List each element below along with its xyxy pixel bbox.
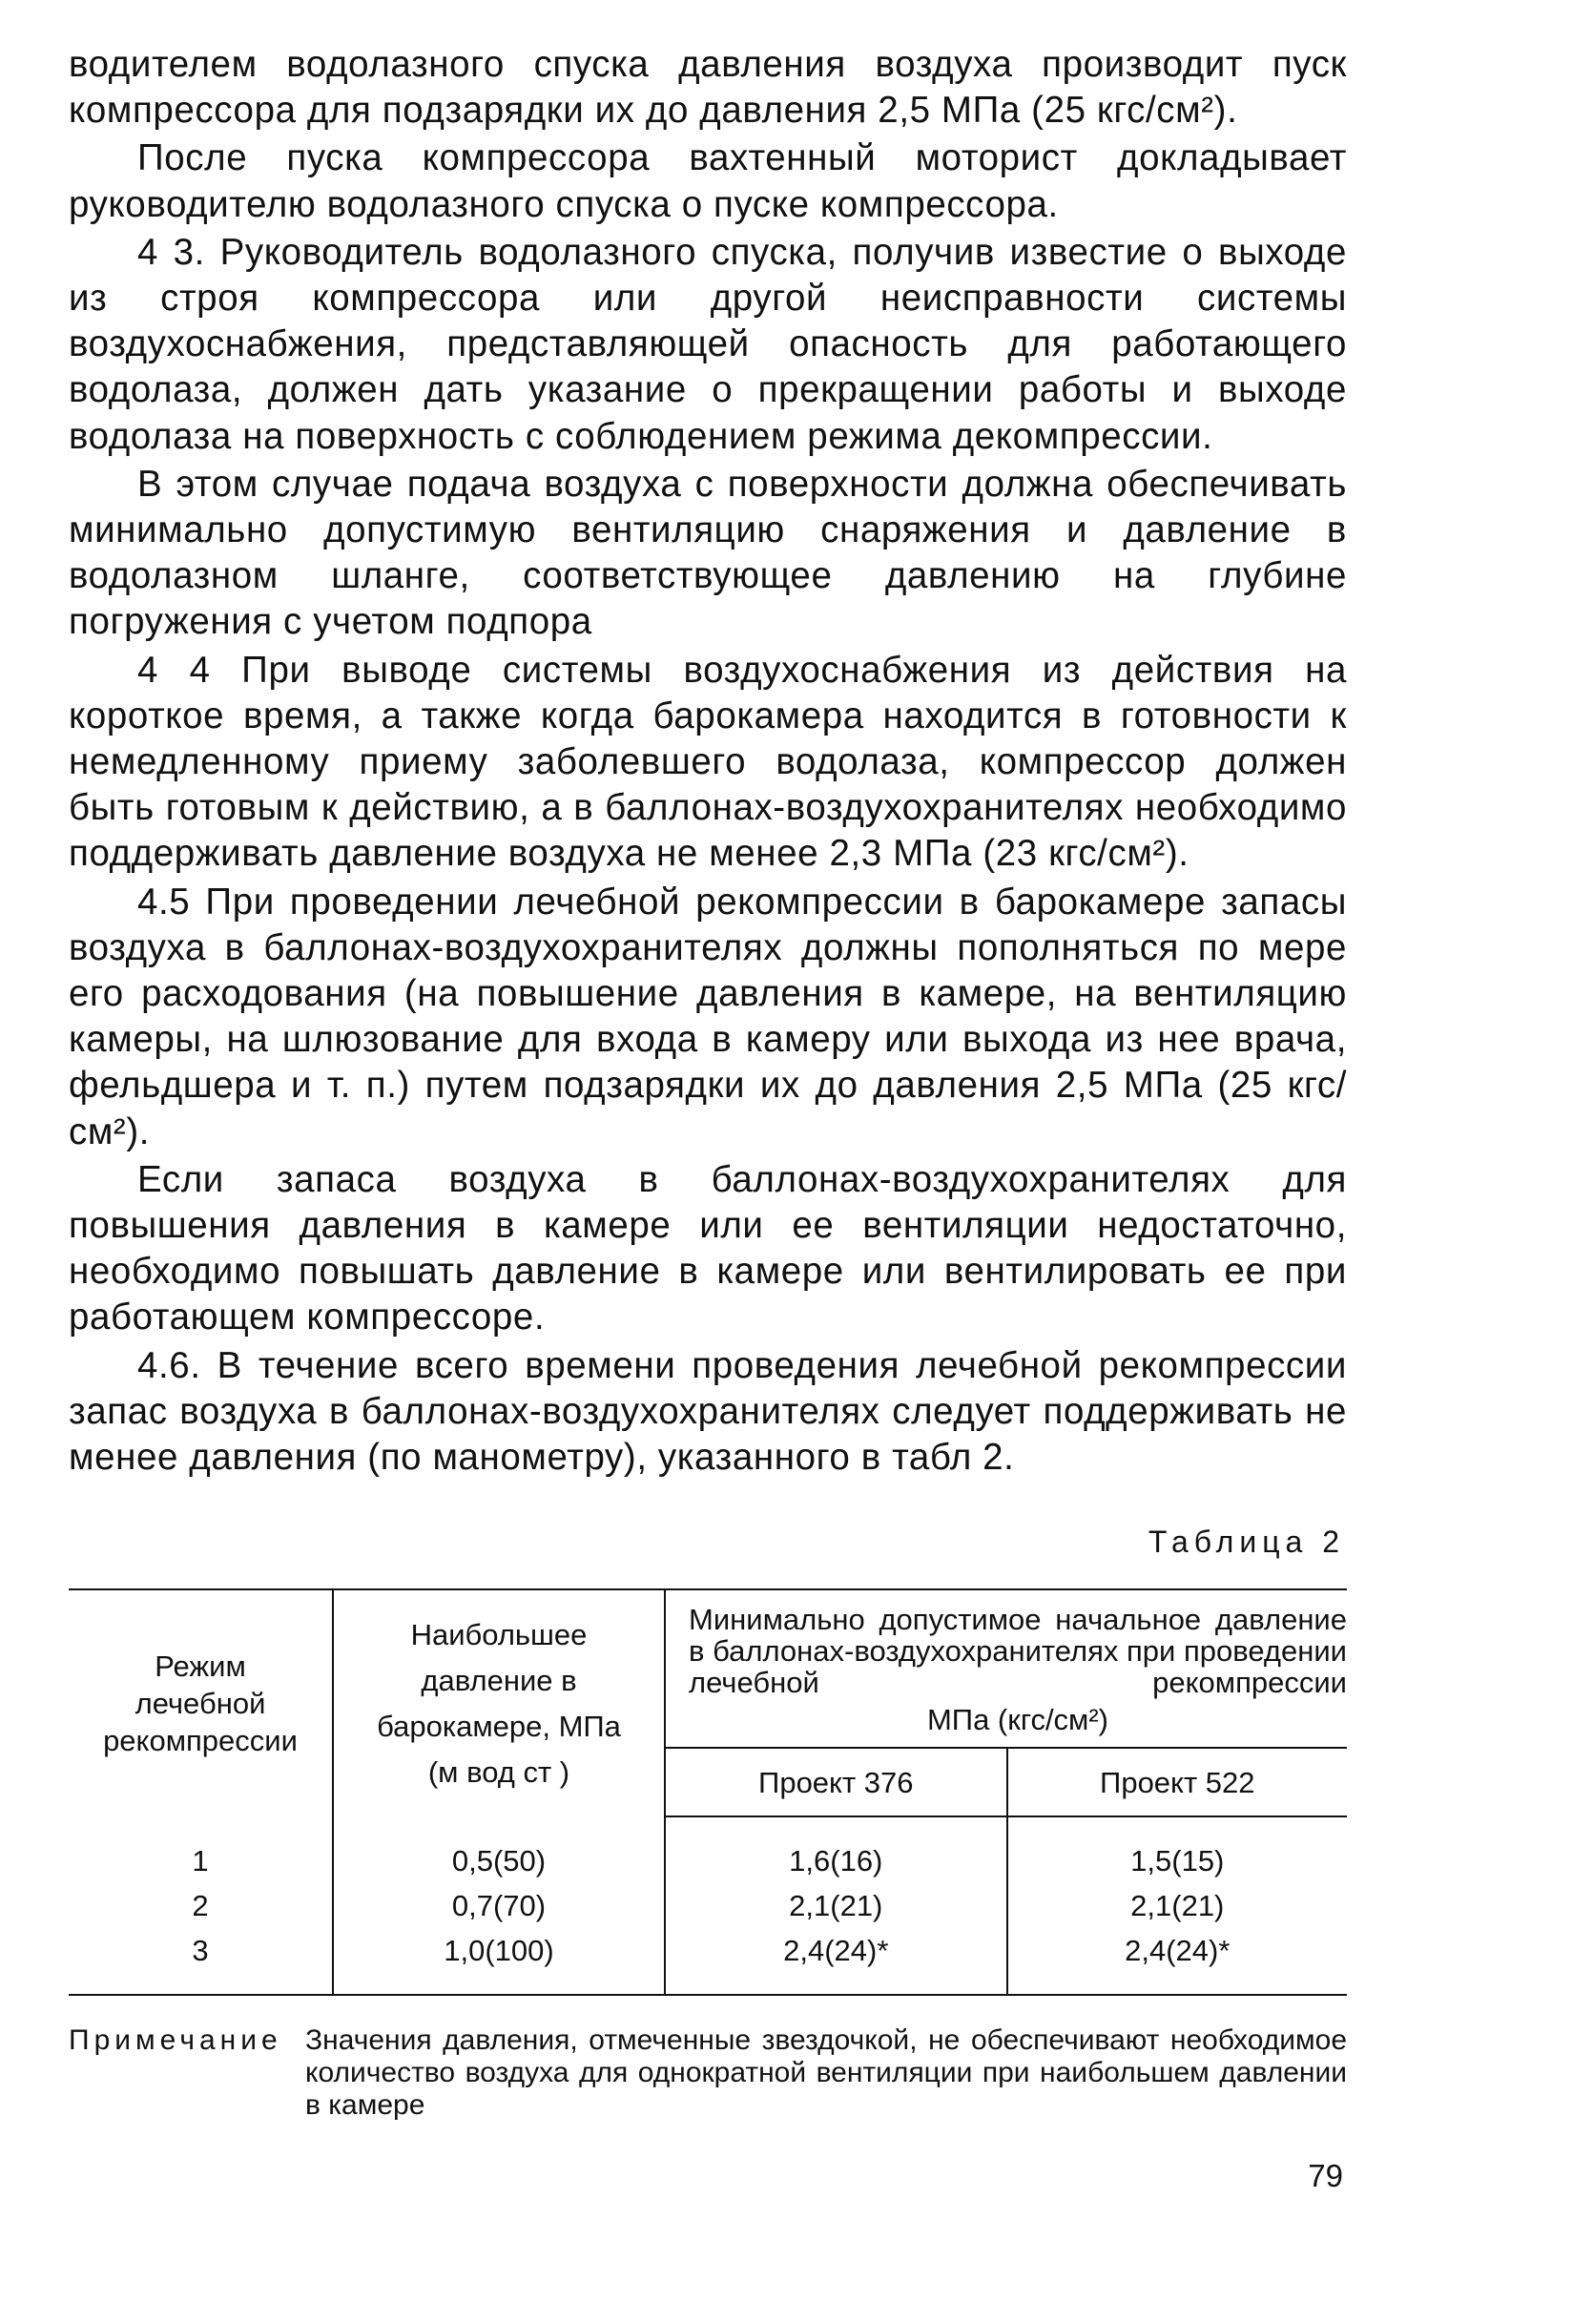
- header-group-text: Минимально допустимое начальное давление в баллонах-воздухохранителях при проведении лечебной рекомпрессии: [689, 1603, 1347, 1700]
- paragraph-1: водителем водолазного спуска давления воздуха производит пуск компрессора для подзарядки их до давления 2,5 МПа (25 кгс/см²).: [69, 44, 1347, 132]
- table-caption: Таблица 2: [1148, 1525, 1345, 1560]
- paragraph-4-4: 4 4 При выводе системы воздухоснабжения из действия на короткое время, а также когда барокамера находится в готовности к немедленному приему заболевшего водолаза, компрессор должен быть готовым к действию, а в баллонах-воздухохранителях необходимо поддерживать давление воздуха не менее 2,3 МПа (23 кгс/см²).: [69, 649, 1347, 875]
- note-label: Примечание: [69, 2024, 282, 2057]
- note-text: Значения давления, отмеченные звездочкой, не обеспечивают необходимое количество воздуха для однократной вентиляции при наибольшем давлении в камере: [305, 2024, 1347, 2122]
- header-min-pressure-group: [665, 1589, 1347, 1748]
- paragraph-4-3: 4 3. Руководитель водолазного спуска, получив известие о выходе из строя компрессора или другой неисправности системы воздухоснабжения, представляющей опасность для работающего водолаза, должен дать указание о прекращении работы и выходе водолаза на поверхность с соблюдением режима декомпрессии.: [69, 231, 1347, 457]
- header-mode-line-1: Режим: [155, 1650, 246, 1684]
- table-row: [69, 1883, 1347, 1928]
- header-group-units: МПа (кгс/см²): [926, 1703, 1109, 1737]
- cell-project-522: 2,4(24)*: [1007, 1928, 1347, 1995]
- paragraph-4-5-cont: Если запаса воздуха в баллонах-воздухохранителях для повышения давления в камере или ее вентиляции недостаточно, необходимо повышать давление в камере или вентилировать ее при работающем компрессоре.: [69, 1158, 1347, 1338]
- page-number: 79: [1308, 2158, 1343, 2193]
- cell-max-pressure: 0,5(50): [333, 1816, 665, 1883]
- header-mode-line-3: рекомпрессии: [103, 1724, 298, 1758]
- header-max-line-2: давление в: [421, 1663, 577, 1697]
- cell-mode: 3: [69, 1928, 333, 1995]
- cell-max-pressure: 1,0(100): [333, 1928, 665, 1995]
- cell-project-522: 2,1(21): [1130, 1889, 1225, 1923]
- document-page: [69, 42, 1347, 2122]
- cell-project-376: 2,4(24)*: [665, 1928, 1007, 1995]
- header-mode-line-2: лечебной: [134, 1687, 266, 1721]
- header-max-line-4: (м вод ст ): [427, 1754, 570, 1789]
- paragraph-4-5: 4.5 При проведении лечебной рекомпрессии в барокамере запасы воздуха в баллонах-воздухохранителях должны пополняться по мере его расходования (на повышение давления в камере, на вентиляцию камеры, на шлюзование для входа в камеру или выхода из нее врача, фельдшера и т. п.) путем подзарядки их до давления 2,5 МПа (25 кгс/см²).: [69, 881, 1347, 1152]
- header-project-522: Проект 522: [1007, 1748, 1347, 1816]
- header-max-line-1: Наибольшее: [410, 1617, 588, 1651]
- table-row: [69, 1928, 1347, 1995]
- cell-project-376: 1,6(16): [665, 1816, 1007, 1883]
- header-max-line-3: барокамере, МПа: [377, 1709, 621, 1743]
- cell-max-pressure: 0,7(70): [333, 1883, 665, 1928]
- pressure-table: [69, 1588, 1347, 1996]
- cell-project-376: 2,1(21): [665, 1883, 1007, 1928]
- paragraph-4-6: 4.6. В течение всего времени проведения лечебной рекомпрессии запас воздуха в баллонах-воздухохранителях следует поддерживать не менее давления (по манометру), указанного в табл 2.: [69, 1344, 1347, 1479]
- header-max-pressure: [333, 1589, 665, 1816]
- table-note: [69, 2024, 1347, 2122]
- cell-mode: 2: [69, 1883, 333, 1928]
- header-mode: [69, 1589, 333, 1816]
- cell-mode: 1: [69, 1816, 333, 1883]
- paragraph-2: После пуска компрессора вахтенный моторист докладывает руководителю водолазного спуска о пуске компрессора.: [69, 137, 1347, 225]
- table-row: [69, 1816, 1347, 1883]
- header-project-376: Проект 376: [665, 1748, 1007, 1816]
- cell-project-522: 1,5(15): [1130, 1844, 1225, 1878]
- paragraph-4-3-cont: В этом случае подача воздуха с поверхности должна обеспечивать минимально допустимую вентиляцию снаряжения и давление в водолазном шланге, соответствующее давлению на глубине погружения с учетом подпора: [69, 463, 1347, 643]
